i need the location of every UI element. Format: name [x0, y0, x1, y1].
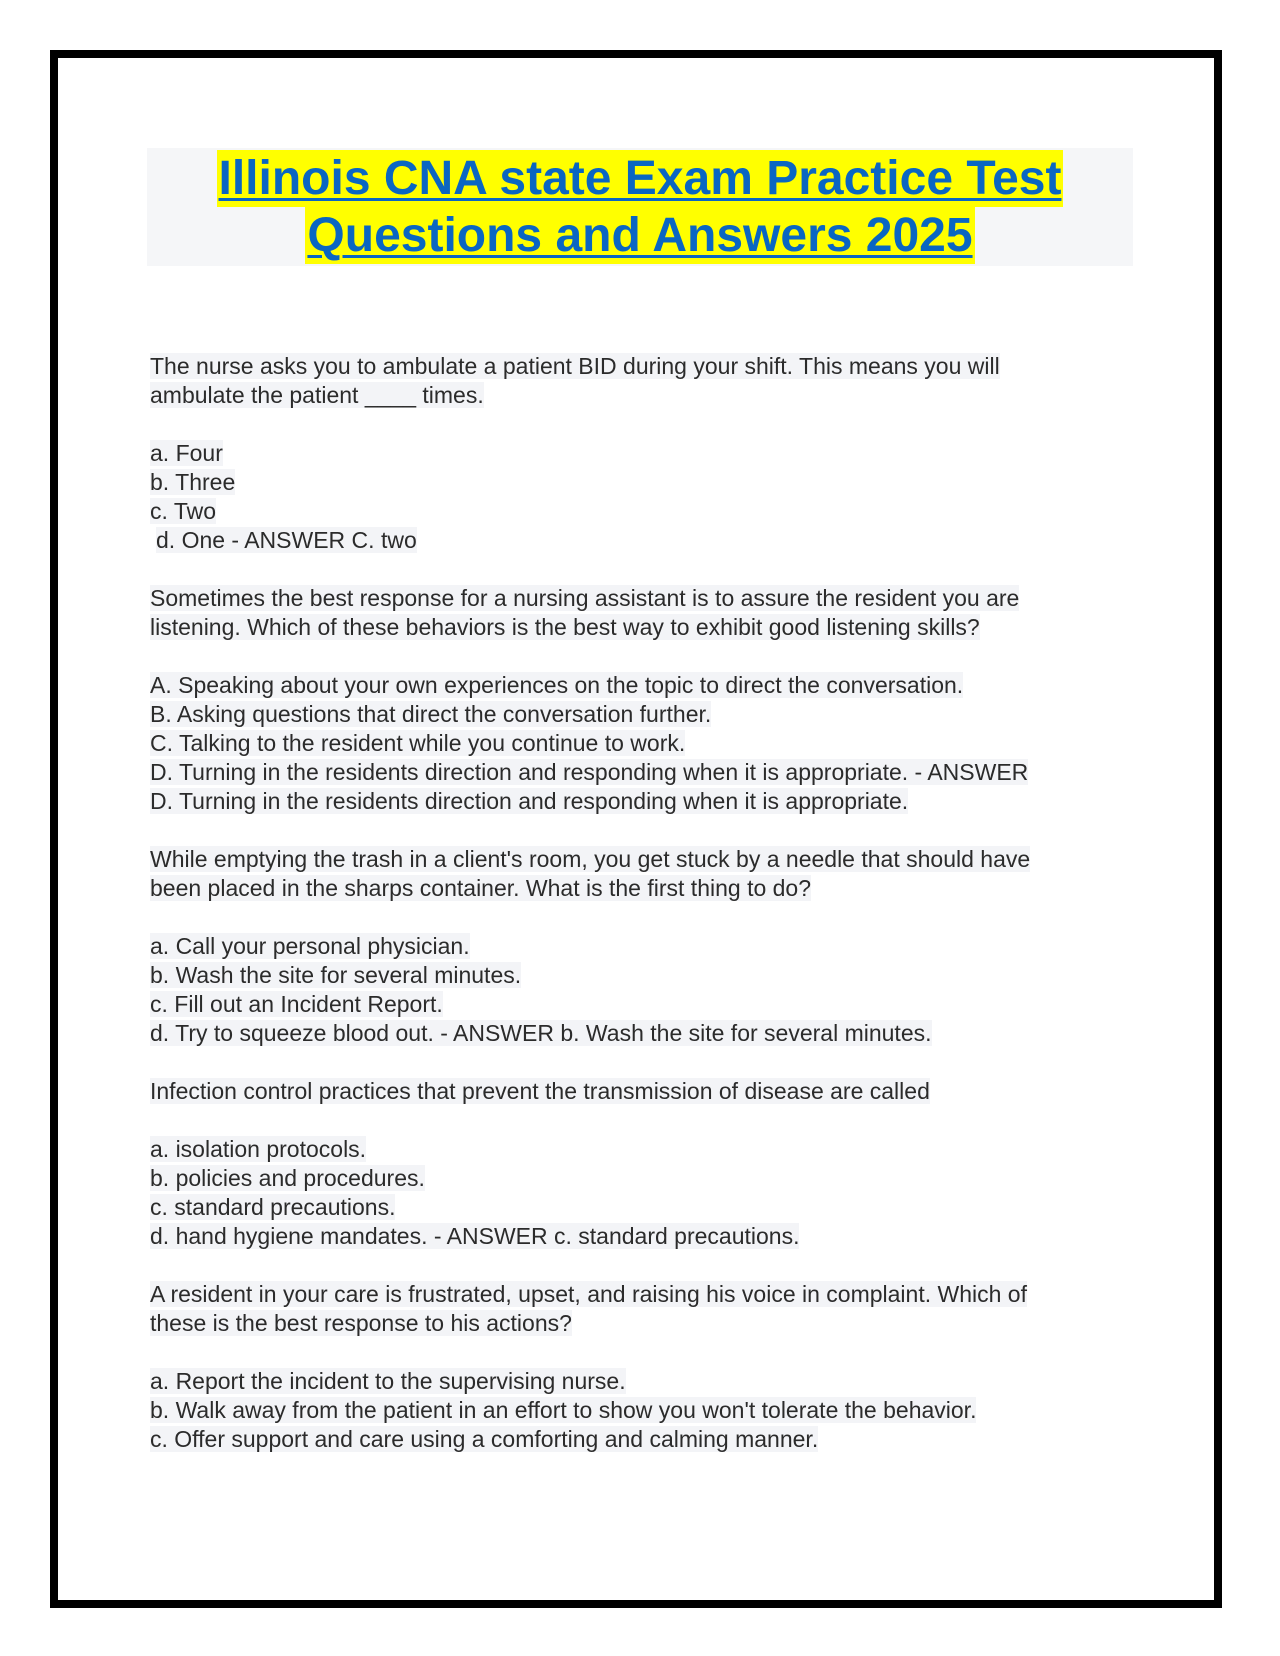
question-line: While emptying the trash in a client's room, you get stuck by a needle that should have [150, 846, 1031, 872]
option: a. isolation protocols. [150, 1136, 367, 1162]
answer-text: D. Turning in the residents direction and responding when it is appropriate. [150, 788, 909, 814]
option: c. Fill out an Incident Report. [150, 991, 443, 1017]
question-3 [150, 845, 1120, 1048]
option: c. Two [150, 498, 217, 524]
option: b. Walk away from the patient in an effort to show you won't tolerate the behavior. [150, 1397, 977, 1423]
question-text [150, 845, 1120, 903]
question-1 [150, 352, 1120, 555]
option: b. Three [150, 469, 236, 495]
question-line: been placed in the sharps container. What is the first thing to do? [150, 875, 812, 901]
option: c. standard precautions. [150, 1194, 396, 1220]
question-text [150, 584, 1120, 642]
option: B. Asking questions that direct the conversation further. [150, 701, 712, 727]
title-line-2: Questions and Answers 2025 [307, 209, 973, 262]
question-2 [150, 584, 1120, 816]
options-list [150, 1135, 1120, 1251]
question-line: Infection control practices that prevent the transmission of disease are called [150, 1078, 930, 1104]
option: b. Wash the site for several minutes. [150, 962, 522, 988]
option: c. Offer support and care using a comforting and calming manner. [150, 1426, 819, 1452]
option-answer: d. One - ANSWER C. two [156, 527, 417, 553]
question-line: Sometimes the best response for a nursing assistant is to assure the resident you are [150, 585, 1020, 611]
options-list [150, 932, 1120, 1048]
question-line: ambulate the patient ____ times. [150, 382, 484, 408]
title-line-1: Illinois CNA state Exam Practice Test [218, 152, 1062, 205]
option: a. Four [150, 440, 223, 466]
option-answer: d. hand hygiene mandates. - ANSWER c. standard precautions. [150, 1223, 800, 1249]
document-title [147, 148, 1133, 266]
option: a. Report the incident to the supervising nurse. [150, 1368, 626, 1394]
question-5 [150, 1280, 1120, 1454]
question-text [150, 352, 1120, 410]
question-text [150, 1077, 1120, 1106]
option: C. Talking to the resident while you continue to work. [150, 730, 686, 756]
question-line: The nurse asks you to ambulate a patient BID during your shift. This means you will [150, 353, 1000, 379]
options-list [150, 439, 1120, 555]
options-list [150, 671, 1120, 816]
option-answer: d. Try to squeeze blood out. - ANSWER b. Wash the site for several minutes. [150, 1020, 932, 1046]
questions-list [150, 352, 1120, 1483]
option: a. Call your personal physician. [150, 933, 470, 959]
question-4 [150, 1077, 1120, 1251]
question-line: A resident in your care is frustrated, upset, and raising his voice in complaint. Which of [150, 1281, 1027, 1307]
options-list [150, 1367, 1120, 1454]
question-line: listening. Which of these behaviors is the best way to exhibit good listening skills? [150, 614, 980, 640]
option: A. Speaking about your own experiences on the topic to direct the conversation. [150, 672, 964, 698]
question-line: these is the best response to his actions? [150, 1310, 572, 1336]
option-answer: D. Turning in the residents direction and responding when it is appropriate. - ANSWER [150, 759, 1029, 785]
question-text [150, 1280, 1120, 1338]
option: b. policies and procedures. [150, 1165, 425, 1191]
